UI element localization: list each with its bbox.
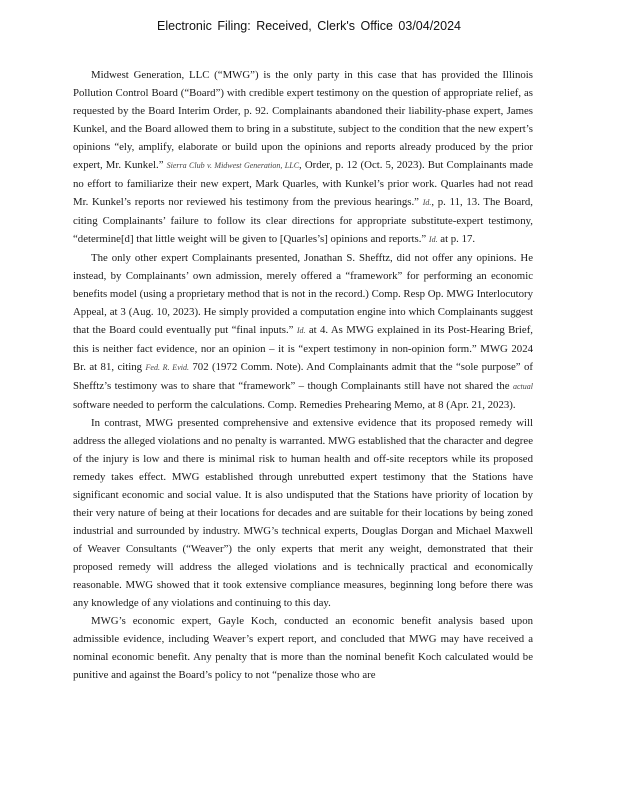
body-text-segment: 702 (1972 Comm. Note). And Complainants admit that the “sole purpose” of Shefftz’s testimony was to share that “framework” – though Complainants still have not shared the [73, 361, 534, 392]
citation-text: actual [513, 382, 533, 391]
citation-text: Fed. R. Evid. [145, 363, 189, 372]
citation-text: Id. [428, 235, 438, 244]
body-text-segment: , p. 11, 13. The Board, citing Complainants’ failure to follow its clear directions for appropriate substitute-expert testimony, “determine[d] that little weight will be given to [Quarles’s] opinions and reports.” [73, 196, 534, 245]
body-text-segment: Midwest Generation, LLC (“MWG”) is the only party in this case that has provided the Illinois Pollution Control Board (“Board”) with credible expert testimony on the question of appropriate relief, as requested by the Board Interim Order, p. 92. Complainants abandoned their liability-phase expert, James Kunkel, and the Board allowed them to bring in a substitute, subject to the condition that the new expert’s opinions “ely, amplify, elaborate or build upon the opinions and reports already produced by the prior expert, Mr. Kunkel.” [73, 69, 533, 171]
body-text-segment: , Order, p. 12 (Oct. 5, 2023). But Complainants made no effort to familiarize their new expert, Mark Quarles, with Kunkel’s prior work. Quarles had not read Mr. Kunkel’s reports nor reviewed his testimony from the previous hearings.” [73, 159, 533, 208]
paragraph-3 [73, 414, 533, 612]
body-text-segment: The only other expert Complainants presented, Jonathan S. Shefftz, did not offer any opinions. He instead, by Complainants’ own admission, merely offered a “framework” for performing an economic benefits model (using a proprietary method that is not in the record.) Comp. Resp Op. MWG Interlocutory Appeal, at 3 (Aug. 10, 2023). He simply provided a computation engine into which Complainants suggest that the Board could eventually put “final inputs.” [73, 252, 533, 336]
citation-text: Id. [296, 326, 306, 335]
document-body [73, 66, 533, 684]
citation-text: Id. [422, 198, 432, 207]
paragraph-4 [73, 612, 533, 684]
paragraph-2 [73, 249, 533, 414]
citation-text: Sierra Club v. Midwest Generation, LLC [166, 161, 300, 170]
body-text-segment: In contrast, MWG presented comprehensive and extensive evidence that its proposed remedy will address the alleged violations and no penalty is warranted. MWG established that the character and degree of the injury is low and there is minimal risk to human health and off-site receptors while its proposed remedy takes effect. MWG established through unrebutted expert testimony that the Stations have significant economic and social value. It is also undisputed that the Stations have priority of location by their very nature of being at their locations for decades and are suitable for their locations by being zoned industrial and surrounded by industry. MWG’s technical experts, Douglas Dorgan and Michael Maxwell of Weaver Consultants (“Weaver”) the only experts that merit any weight, demonstrated that their proposed remedy will address the alleged violations and is technically practical and economically reasonable. MWG showed that it took extensive compliance measures, beginning long before there was any knowledge of any violations and continuing to this day. [73, 417, 533, 609]
body-text-segment: at p. 17. [437, 233, 476, 245]
body-text-segment: software needed to perform the calculations. Comp. Remedies Prehearing Memo, at 8 (Apr. 21, 2023). [73, 399, 516, 411]
paragraph-1 [73, 66, 533, 249]
filing-header: Electronic Filing: Received, Clerk's Office 03/04/2024 [157, 19, 461, 33]
body-text-segment: at 4. As MWG explained in its Post-Hearing Brief, this is neither fact evidence, nor an opinion – it is “expert testimony in non-opinion form.” MWG 2024 Br. at 81, citing [73, 324, 533, 373]
body-text-segment: MWG’s economic expert, Gayle Koch, conducted an economic benefit analysis based upon admissible evidence, including Weaver’s expert report, and concluded that MWG may have received a nominal economic benefit. Any penalty that is more than the nominal benefit Koch calculated would be punitive and against the Board’s policy to not “penalize those who are [73, 615, 533, 681]
